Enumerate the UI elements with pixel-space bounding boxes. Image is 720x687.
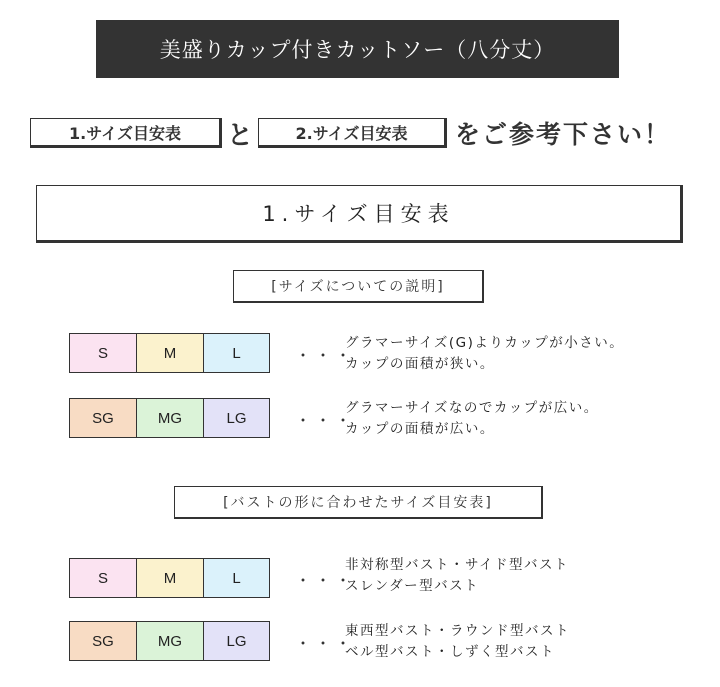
bust-shape-label-text: [バストの形に合わせたサイズ目安表] [223,495,493,511]
bust-shape-label [174,486,543,519]
size-description [345,333,624,375]
section-1-title: 1.サイズ目安表 [262,202,455,226]
size-cell-s: S [69,558,136,598]
size-cell-l: L [203,333,270,373]
description-line: グラマーサイズ(G)よりカップが小さい。 [345,335,625,351]
size-explanation-label-text: [サイズについての説明] [271,279,445,295]
size-row-glamour [69,398,270,438]
description-line: グラマーサイズなのでカップが広い。 [345,400,599,416]
page-title-banner [96,20,619,78]
separator-dots: ・・・ [295,346,356,365]
instruction-tail: をご参考下さい！ [455,120,672,149]
description-line: カップの面積が広い。 [345,421,495,437]
size-cell-sg: SG [69,621,136,661]
size-cell-m: M [136,558,203,598]
separator-dots: ・・・ [295,571,356,590]
size-chart-1-reference: 1.サイズ目安表 [30,118,222,148]
size-cell-lg: LG [203,398,270,438]
description-line: 東西型バスト・ラウンド型バスト [345,623,570,639]
size-cell-mg: MG [136,398,203,438]
description-line: 非対称型バスト・サイド型バスト [345,557,570,573]
size-cell-m: M [136,333,203,373]
size-description [345,398,599,440]
size-cell-lg: LG [203,621,270,661]
separator-dots: ・・・ [295,634,356,653]
size-cell-s: S [69,333,136,373]
size-cell-sg: SG [69,398,136,438]
size-row-standard [69,333,270,373]
bust-row-standard [69,558,270,598]
instruction-line [30,115,710,151]
size-explanation-label [233,270,484,303]
bust-description [345,555,569,597]
bust-row-glamour [69,621,270,661]
separator-dots: ・・・ [295,411,356,430]
size-chart-2-reference: 2.サイズ目安表 [258,118,447,148]
bust-description [345,621,570,663]
description-line: ベル型バスト・しずく型バスト [345,644,555,660]
page-title: 美盛りカップ付きカットソー（八分丈） [159,38,556,62]
description-line: カップの面積が狭い。 [345,356,495,372]
instruction-conjunction: と [227,120,254,151]
description-line: スレンダー型バスト [345,578,480,594]
size-cell-mg: MG [136,621,203,661]
size-cell-l: L [203,558,270,598]
section-1-header [36,185,683,243]
